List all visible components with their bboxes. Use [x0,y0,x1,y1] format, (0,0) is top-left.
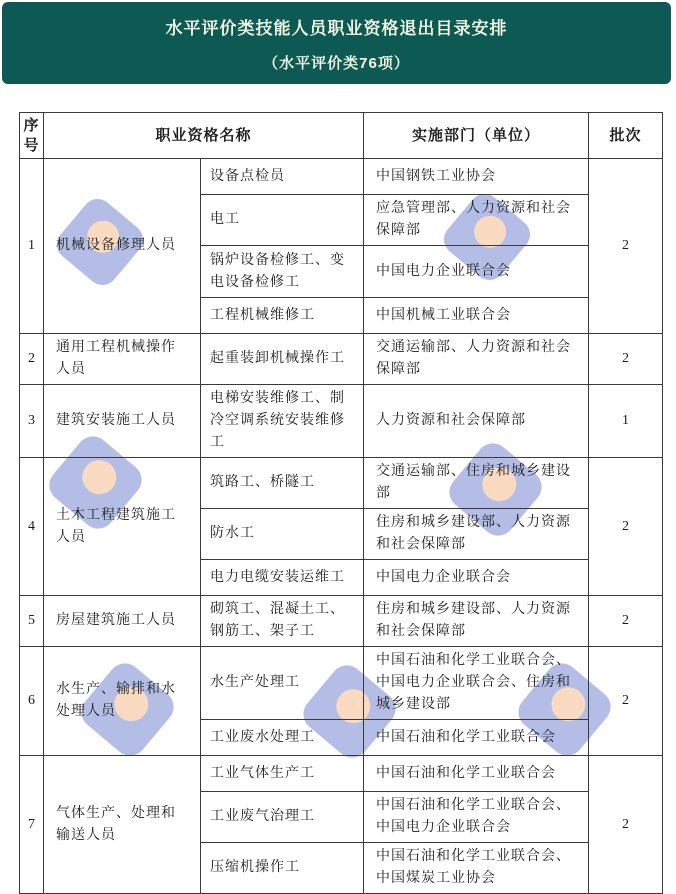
table-body [20,159,663,894]
table-row [20,756,663,792]
batch-cell: 2 [589,159,663,334]
category-cell: 土木工程建筑施工人员 [44,458,201,596]
col-header-department: 实施部门（单位） [364,113,589,159]
batch-cell: 2 [589,458,663,596]
department-cell: 中国石油和化学工业联合会、中国电力企业联合会、住房和城乡建设部 [364,647,589,720]
batch-cell: 2 [589,756,663,894]
qualification-cell: 砌筑工、混凝土工、钢筋工、架子工 [201,596,364,647]
qualification-cell: 电梯安装维修工、制冷空调系统安装维修工 [201,385,364,458]
col-header-batch: 批次 [589,113,663,159]
department-cell: 中国钢铁工业协会 [364,159,589,195]
department-cell: 住房和城乡建设部、人力资源和社会保障部 [364,509,589,560]
department-cell: 中国石油和化学工业联合会 [364,756,589,792]
department-cell: 中国石油和化学工业联合会、中国煤炭工业协会 [364,843,589,894]
qualification-exit-table [19,112,663,894]
banner [2,2,671,84]
qualification-cell: 水生产处理工 [201,647,364,720]
batch-cell: 2 [589,596,663,647]
table-row [20,596,663,647]
table-row [20,334,663,385]
serial-cell: 1 [20,159,44,334]
serial-cell: 5 [20,596,44,647]
table-row [20,385,663,458]
serial-cell: 4 [20,458,44,596]
department-cell: 住房和城乡建设部、人力资源和社会保障部 [364,596,589,647]
qualification-cell: 设备点检员 [201,159,364,195]
category-cell: 建筑安装施工人员 [44,385,201,458]
batch-cell: 2 [589,647,663,756]
category-cell: 气体生产、处理和输送人员 [44,756,201,894]
category-cell: 房屋建筑施工人员 [44,596,201,647]
department-cell: 中国石油和化学工业联合会 [364,720,589,756]
category-cell: 通用工程机械操作人员 [44,334,201,385]
table-row [20,458,663,509]
department-cell: 中国机械工业联合会 [364,298,589,334]
col-header-serial: 序号 [20,113,44,159]
banner-subtitle: （水平评价类76项） [263,54,410,72]
qualification-cell: 电工 [201,195,364,246]
department-cell: 应急管理部、人力资源和社会保障部 [364,195,589,246]
qualification-cell: 防水工 [201,509,364,560]
department-cell: 交通运输部、人力资源和社会保障部 [364,334,589,385]
department-cell: 中国电力企业联合会 [364,560,589,596]
department-cell: 中国石油和化学工业联合会、中国电力企业联合会 [364,792,589,843]
table-header-row [20,113,663,159]
batch-cell: 2 [589,334,663,385]
serial-cell: 6 [20,647,44,756]
qualification-cell: 起重装卸机械操作工 [201,334,364,385]
banner-title: 水平评价类技能人员职业资格退出目录安排 [165,18,508,38]
qualification-cell: 工程机械维修工 [201,298,364,334]
qualification-cell: 工业废气治理工 [201,792,364,843]
qualification-cell: 工业气体生产工 [201,756,364,792]
table-row [20,647,663,720]
department-cell: 中国电力企业联合会 [364,246,589,298]
qualification-cell: 筑路工、桥隧工 [201,458,364,509]
table-row [20,159,663,195]
qualification-cell: 电力电缆安装运维工 [201,560,364,596]
category-cell: 水生产、输排和水处理人员 [44,647,201,756]
category-cell: 机械设备修理人员 [44,159,201,334]
col-header-qualification-name: 职业资格名称 [44,113,364,159]
qualification-cell: 工业废水处理工 [201,720,364,756]
qualification-cell: 压缩机操作工 [201,843,364,894]
serial-cell: 2 [20,334,44,385]
batch-cell: 1 [589,385,663,458]
department-cell: 人力资源和社会保障部 [364,385,589,458]
qualification-cell: 锅炉设备检修工、变电设备检修工 [201,246,364,298]
serial-cell: 3 [20,385,44,458]
department-cell: 交通运输部、住房和城乡建设部 [364,458,589,509]
serial-cell: 7 [20,756,44,894]
